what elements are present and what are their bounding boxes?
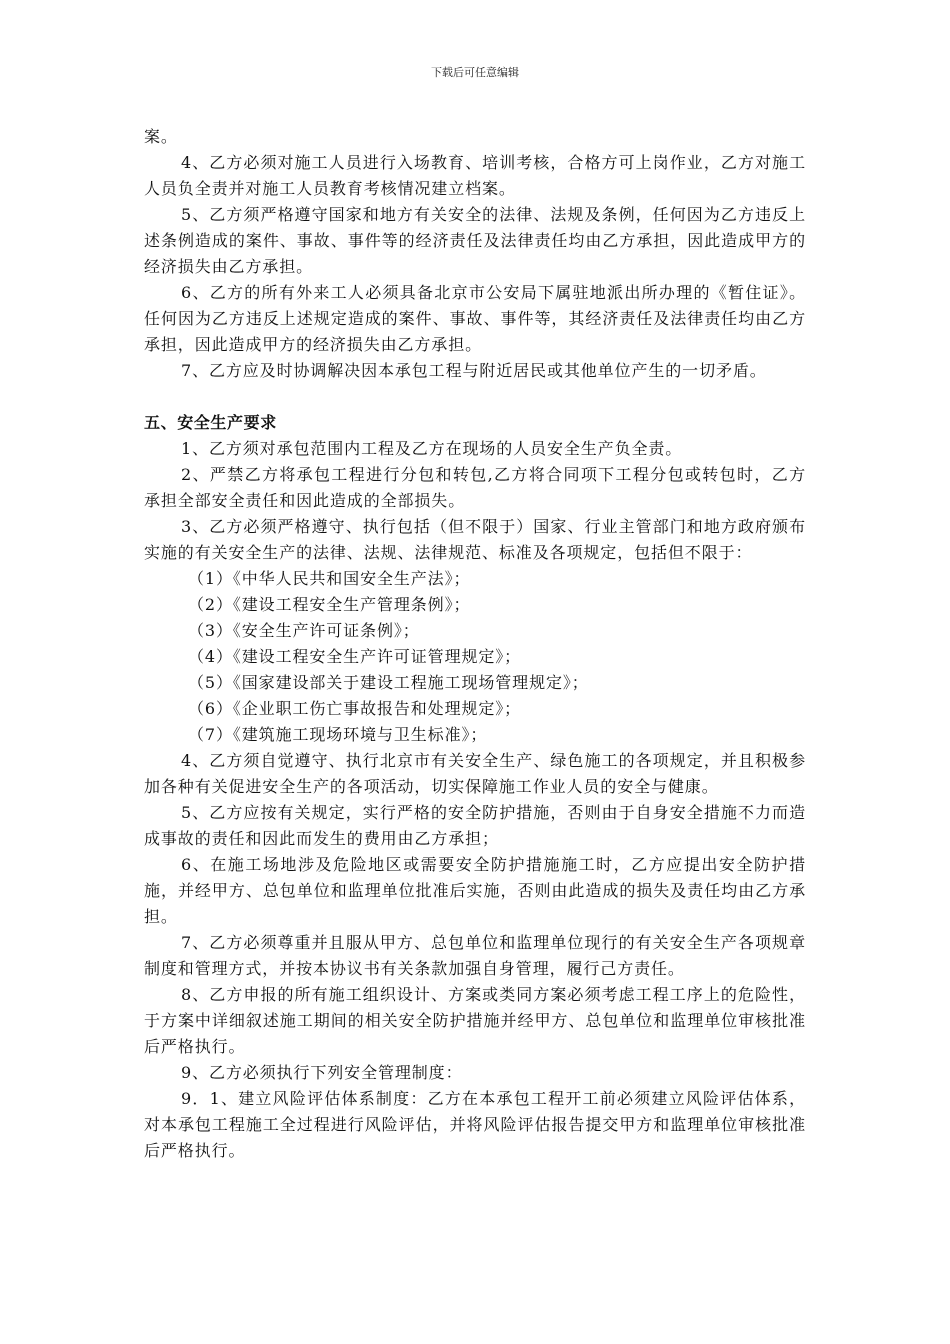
carry-over-line: 案。 [144, 127, 178, 146]
regulation-item: （5）《国家建设部关于建设工程施工现场管理规定》； [188, 673, 589, 692]
regulation-item: （7）《建筑施工现场环境与卫生标准》； [188, 725, 488, 744]
regulation-item: （2）《建设工程安全生产管理条例》； [188, 595, 471, 614]
clause-4-4: 4、乙方必须对施工人员进行入场教育、培训考核，合格方可上岗作业，乙方对施工人员负全责并对施工人员教育考核情况建立档案。 [144, 153, 806, 198]
clause-5-1: 1、乙方须对承包范围内工程及乙方在现场的人员安全生产负全责。 [181, 439, 683, 458]
page-header-note: 下载后可任意编辑 [431, 66, 519, 79]
clause-5-2: 2、严禁乙方将承包工程进行分包和转包,乙方将合同项下工程分包或转包时，乙方承担全部安全责任和因此造成的全部损失。 [144, 465, 806, 510]
section-title-safety: 五、安全生产要求 [144, 413, 277, 432]
regulation-item: （3）《安全生产许可证条例》； [188, 621, 420, 640]
clause-5-5: 5、乙方应按有关规定，实行严格的安全防护措施，否则由于自身安全措施不力而造成事故的责任和因此而发生的费用由乙方承担； [144, 803, 806, 848]
clause-5-7: 7、乙方必须尊重并且服从甲方、总包单位和监理单位现行的有关安全生产各项规章制度和管理方式，并按本协议书有关条款加强自身管理，履行己方责任。 [144, 933, 806, 978]
clause-5-6: 6、在施工场地涉及危险地区或需要安全防护措施施工时，乙方应提出安全防护措施，并经甲方、总包单位和监理单位批准后实施，否则由此造成的损失及责任均由乙方承担。 [144, 855, 806, 926]
regulation-item: （1）《中华人民共和国安全生产法》； [188, 569, 471, 588]
regulation-item: （6）《企业职工伤亡事故报告和处理规定》； [188, 699, 522, 718]
clause-4-5: 5、乙方须严格遵守国家和地方有关安全的法律、法规及条例，任何因为乙方违反上述条例造成的案件、事故、事件等的经济责任及法律责任均由乙方承担，因此造成甲方的经济损失由乙方承担。 [144, 205, 806, 276]
clause-5-8: 8、乙方申报的所有施工组织设计、方案或类同方案必须考虑工程工序上的危险性，于方案中详细叙述施工期间的相关安全防护措施并经甲方、总包单位和监理单位审核批准后严格执行。 [144, 985, 806, 1056]
clause-5-9-1: 9．1、建立风险评估体系制度：乙方在本承包工程开工前必须建立风险评估体系，对本承包工程施工全过程进行风险评估，并将风险评估报告提交甲方和监理单位审核批准后严格执行。 [144, 1089, 806, 1160]
clause-5-3: 3、乙方必须严格遵守、执行包括（但不限于）国家、行业主管部门和地方政府颁布实施的有关安全生产的法律、法规、法律规范、标准及各项规定，包括但不限于： [144, 517, 806, 562]
regulation-item: （4）《建设工程安全生产许可证管理规定》； [188, 647, 522, 666]
clause-5-4: 4、乙方须自觉遵守、执行北京市有关安全生产、绿色施工的各项规定，并且积极参加各种有关促进安全生产的各项活动，切实保障施工作业人员的安全与健康。 [144, 751, 806, 796]
clause-5-9: 9、乙方必须执行下列安全管理制度： [181, 1063, 463, 1082]
document-body [144, 124, 806, 1164]
clause-4-7: 7、乙方应及时协调解决因本承包工程与附近居民或其他单位产生的一切矛盾。 [181, 361, 767, 380]
clause-4-6: 6、乙方的所有外来工人必须具备北京市公安局下属驻地派出所办理的《暂住证》。任何因为乙方违反上述规定造成的案件、事故、事件等，其经济责任及法律责任均由乙方承担，因此造成甲方的经济损失由乙方承担。 [144, 283, 806, 354]
